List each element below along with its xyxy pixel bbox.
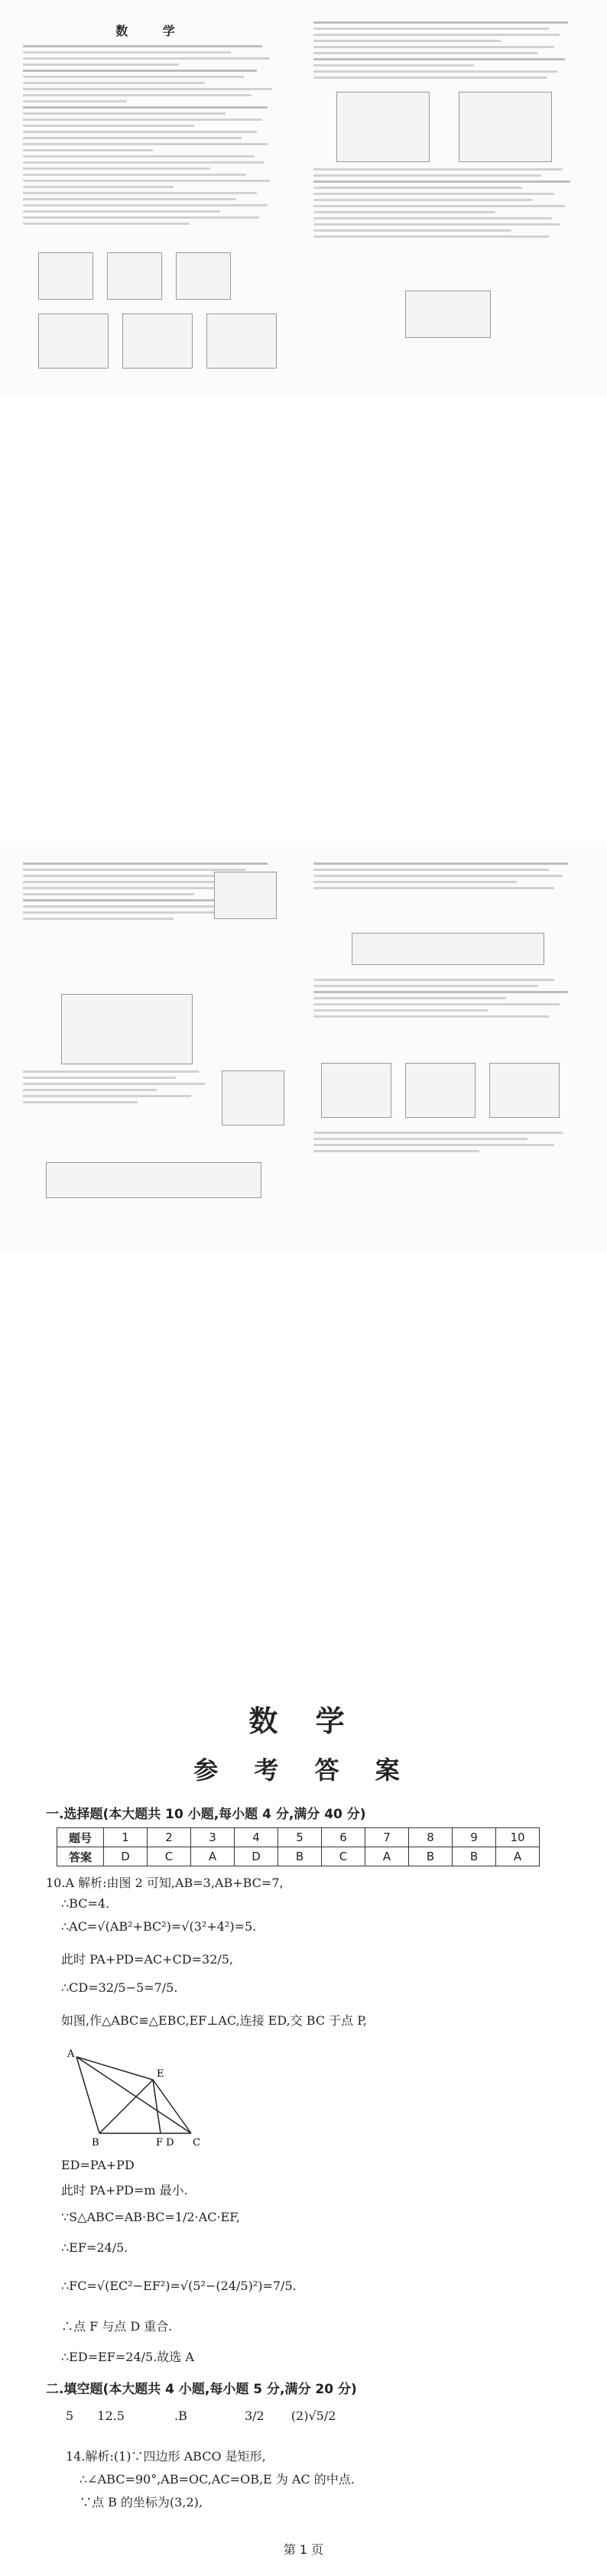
question-number: 5 xyxy=(278,1828,322,1847)
exam-figure xyxy=(459,92,552,162)
answer-cell: C xyxy=(322,1847,365,1866)
section-heading-fill: 二.填空题(本大题共 4 小题,每小题 5 分,满分 20 分) xyxy=(46,2382,357,2397)
exam-figure xyxy=(214,872,277,919)
exam-figure xyxy=(107,252,162,300)
solution-line: ∴∠ABC=90°,AB=OC,AC=OB,E 为 AC 的中点. xyxy=(80,2472,355,2487)
answer-cell: B xyxy=(453,1847,496,1866)
solution-line: ∴ED=EF=24/5.故选 A xyxy=(61,2350,194,2364)
point-label-fd: F D xyxy=(156,2137,174,2149)
question-number: 1 xyxy=(104,1828,148,1847)
table-row-label: 题号 xyxy=(57,1828,104,1847)
answer-cell: D xyxy=(104,1847,148,1866)
exam-figure xyxy=(122,313,193,369)
solution-line: 如图,作△ABC≌△EBC,EF⊥AC,连接 ED,交 BC 于点 P, xyxy=(61,2013,367,2028)
solution-line: 10.A 解析:由图 2 可知,AB=3,AB+BC=7, xyxy=(46,1876,284,1890)
exam-figure xyxy=(222,1070,284,1126)
answer-cell: A xyxy=(191,1847,235,1866)
answer-table xyxy=(57,1827,540,1866)
question-number: 10 xyxy=(496,1828,540,1847)
point-label-b: B xyxy=(92,2137,99,2149)
solution-line: 此时 PA+PD=m 最小. xyxy=(61,2183,188,2198)
answer-cell: A xyxy=(496,1847,540,1866)
fill-answer: 12.5 xyxy=(97,2409,125,2423)
answer-cell: B xyxy=(409,1847,453,1866)
table-row xyxy=(57,1828,540,1847)
fill-answer: 3/2 xyxy=(244,2409,265,2423)
page-number: 第 1 页 xyxy=(283,2542,324,2557)
exam-figure xyxy=(489,1063,560,1118)
exam-page-left xyxy=(15,0,291,398)
question-number: 7 xyxy=(365,1828,409,1847)
table-row-label: 答案 xyxy=(57,1847,104,1866)
exam-page-right xyxy=(306,841,589,1254)
fill-answer: 5 xyxy=(66,2409,74,2423)
exam-figure xyxy=(176,252,231,300)
solution-line: ∴AC=√(AB²+BC²)=√(3²+4²)=5. xyxy=(61,1919,257,1934)
answer-cell: B xyxy=(278,1847,322,1866)
exam-figure xyxy=(38,313,109,369)
solution-line: 此时 PA+PD=AC+CD=32/5, xyxy=(61,1952,234,1967)
answer-cell: A xyxy=(365,1847,409,1866)
exam-figure xyxy=(46,1162,261,1198)
exam-page-left xyxy=(15,841,291,1254)
question-number: 6 xyxy=(322,1828,365,1847)
question-number: 9 xyxy=(453,1828,496,1847)
exam-figure xyxy=(336,92,430,162)
solution-line: ∴FC=√(EC²−EF²)=√(5²−(24/5)²)=7/5. xyxy=(61,2279,297,2293)
point-label-a: A xyxy=(67,2048,75,2060)
fill-answer: (2)√5/2 xyxy=(291,2409,336,2423)
exam-title: 数 学 xyxy=(115,24,190,38)
solution-line: ∴点 F 与点 D 重合. xyxy=(61,2319,173,2334)
exam-figure xyxy=(206,313,277,369)
question-number: 4 xyxy=(235,1828,278,1847)
solution-line: ∴CD=32/5−5=7/5. xyxy=(61,1980,178,1995)
exam-figure xyxy=(352,933,544,965)
answer-key-title: 数 学 xyxy=(248,1704,359,1738)
answer-cell: C xyxy=(148,1847,191,1866)
exam-figure xyxy=(405,291,491,338)
triangle-geometry-figure xyxy=(61,2034,206,2149)
fill-answer: .B xyxy=(174,2409,187,2423)
answer-key-subtitle: 参 考 答 案 xyxy=(193,1756,414,1785)
point-label-e: E xyxy=(157,2068,164,2080)
solution-line: ED=PA+PD xyxy=(61,2158,135,2172)
solution-line: 14.解析:(1)∵四边形 ABCO 是矩形, xyxy=(66,2449,266,2464)
fill-answers-row xyxy=(66,2409,336,2423)
solution-line: ∴EF=24/5. xyxy=(61,2240,128,2255)
exam-sheet-scan-2 xyxy=(0,841,607,1254)
question-number: 8 xyxy=(409,1828,453,1847)
exam-figure xyxy=(61,994,193,1064)
exam-figure xyxy=(38,252,93,300)
exam-page-right xyxy=(306,0,589,398)
solution-line: ∵点 B 的坐标为(3,2), xyxy=(80,2495,203,2509)
point-label-c: C xyxy=(193,2137,200,2149)
table-row xyxy=(57,1847,540,1866)
exam-figure xyxy=(405,1063,476,1118)
solution-line: ∴BC=4. xyxy=(61,1896,110,1911)
question-number: 2 xyxy=(148,1828,191,1847)
answer-key-page xyxy=(0,1606,607,2576)
solution-line: ∵S△ABC=AB·BC=1/2·AC·EF, xyxy=(61,2210,240,2224)
exam-sheet-scan-1 xyxy=(0,0,607,398)
exam-figure xyxy=(321,1063,391,1118)
answer-cell: D xyxy=(235,1847,278,1866)
question-number: 3 xyxy=(191,1828,235,1847)
section-heading-choice: 一.选择题(本大题共 10 小题,每小题 4 分,满分 40 分) xyxy=(46,1807,366,1822)
